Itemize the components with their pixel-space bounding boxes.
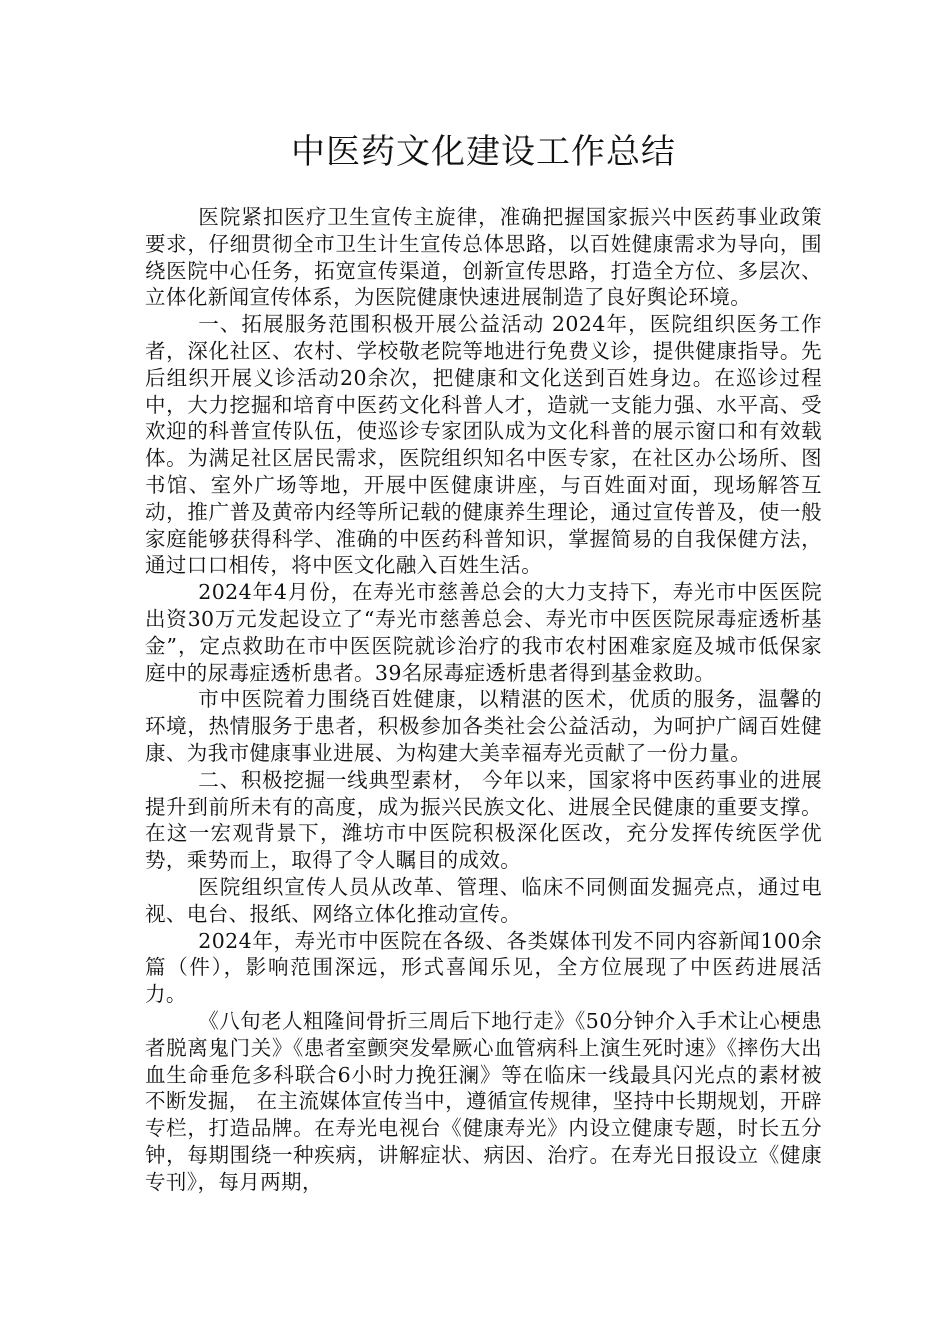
document-title: 中医药文化建设工作总结 [291, 132, 676, 172]
paragraph-featured-stories: 《八旬老人粗隆间骨折三周后下地行走》《50分钟介入手术让心梗患者脱离鬼门关》《患者室颤突发晕厥心血管病科上演生死时速》《摔伤大出血生命垂危多科联合6小时力挽狂澜》等在临床一线最具闪光点的素材被不断发掘， 在主流媒体宣传当中，遵循宣传规律，坚持中长期规划，开辟专栏，打造品牌。在寿光电视台《健康寿光》内设立健康专题，时长五分钟，每期围绕一种疾病，讲解症状、病因、治疗。在寿光日报设立《健康专刊》，每月两期， [145, 1008, 822, 1194]
paragraph-public-welfare: 市中医院着力围绕百姓健康，以精湛的医术，优质的服务，温馨的环境，热情服务于患者，积极参加各类社会公益活动，为呵护广阔百姓健康、为我市健康事业进展、为构建大美幸福寿光贡献了一份力量。 [145, 687, 822, 765]
paragraph-section-two: 二、积极挖掘一线典型素材， 今年以来，国家将中医药事业的进展提升到前所未有的高度，成为振兴民族文化、进展全民健康的重要支撑。在这一宏观背景下，潍坊市中医院积极深化医改，充分发挥传统医学优势，乘势而上，取得了令人瞩目的成效。 [145, 767, 822, 873]
paragraph-intro: 医院紧扣医疗卫生宣传主旋律，准确把握国家振兴中医药事业政策要求，仔细贯彻全市卫生计生宣传总体思路，以百姓健康需求为导向，围绕医院中心任务，拓宽宣传渠道，创新宣传思路，打造全方位、多层次、立体化新闻宣传体系，为医院健康快速进展制造了良好舆论环境。 [145, 205, 822, 310]
paragraph-news-count: 2024年，寿光市中医院在各级、各类媒体刊发不同内容新闻100余篇（件），影响范围深远，形式喜闻乐见，全方位展现了中医药进展活力。 [145, 928, 822, 1007]
document-body [145, 204, 822, 1195]
paragraph-fund: 2024年4月份，在寿光市慈善总会的大力支持下，寿光市中医医院出资30万元发起设立了“寿光市慈善总会、寿光市中医医院尿毒症透析基金”，定点救助在市中医医院就诊治疗的我市农村困难家庭及城市低保家庭中的尿毒症透析患者。39名尿毒症透析患者得到基金救助。 [145, 580, 822, 685]
paragraph-media-channels: 医院组织宣传人员从改革、管理、临床不同侧面发掘亮点，通过电视、电台、报纸、网络立体化推动宣传。 [145, 874, 822, 926]
paragraph-section-one: 一、拓展服务范围积极开展公益活动 2024年，医院组织医务工作者，深化社区、农村、学校敬老院等地进行免费义诊，提供健康指导。先后组织开展义诊活动20余次，把健康和文化送到百姓身边。在巡诊过程中，大力挖掘和培育中医药文化科普人才，造就一支能力强、水平高、受欢迎的科普宣传队伍，使巡诊专家团队成为文化科普的展示窗口和有效载体。为满足社区居民需求，医院组织知名中医专家，在社区办公场所、图书馆、室外广场等地，开展中医健康讲座，与百姓面对面，现场解答互动，推广普及黄帝内经等所记载的健康养生理论，通过宣传普及，使一般家庭能够获得科学、准确的中医药科普知识，掌握简易的自我保健方法，通过口口相传，将中医文化融入百姓生活。 [145, 312, 822, 578]
